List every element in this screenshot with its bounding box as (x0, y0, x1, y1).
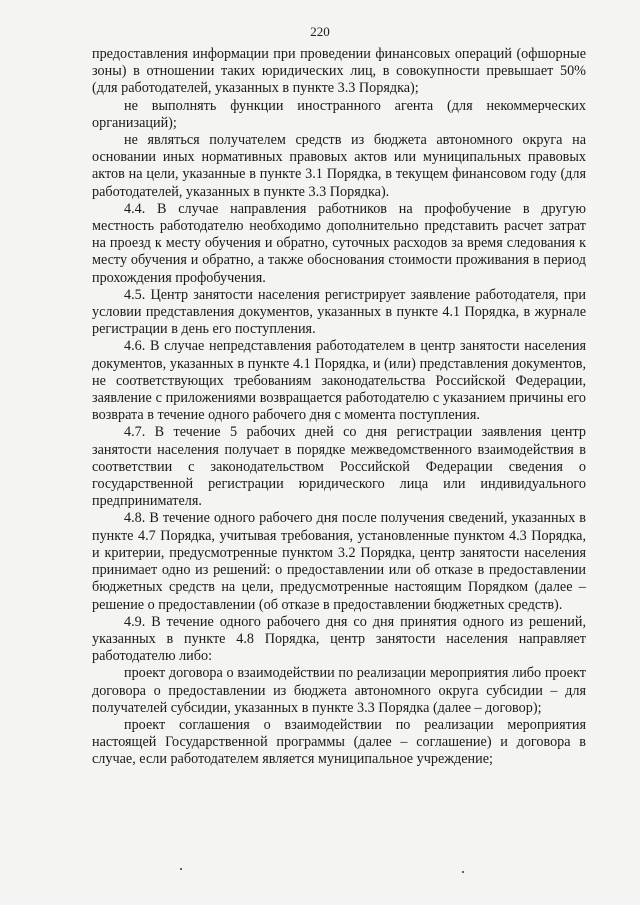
paragraph-contract-draft: проект договора о взаимодействии по реализации мероприятия либо проект договора о предоставлении из бюджета автономного округа субсидии – для получателей субсидии, указанных в пункте 3.3 Порядка (далее – договор); (92, 665, 586, 716)
paragraph-4-8: 4.8. В течение одного рабочего дня после получения сведений, указанных в пункте 4.7 Порядка, учитывая требования, установленные пунктом 4.3 Порядка, и критерии, предусмотренные пунктом 3.2 Порядка, центр занятости населения принимает одно из решений: о предоставлении или об отказе в предоставлении бюджетных средств на цели, предусмотренные настоящим Порядком (далее – решение о предоставлении (об отказе в предоставлении бюджетных средств). (92, 510, 586, 613)
paragraph-budget-funds: не являться получателем средств из бюджета автономного округа на основании иных нормативных правовых актов или муниципальных правовых актов на цели, указанные в пункте 3.1 Порядка, в текущем финансовом году (для работодателей, указанных в пункте 3.3 Порядка). (92, 132, 586, 200)
paragraph-4-4: 4.4. В случае направления работников на профобучение в другую местность работодателю необходимо дополнительно представить расчет затрат на проезд к месту обучения и обратно, суточных расходов за время следования к месту обучения и обратно, а также обоснования стоимости проживания в период прохождения профобучения. (92, 200, 586, 286)
paragraph-4-9: 4.9. В течение одного рабочего дня со дня принятия одного из решений, указанных в пункте 4.8 Порядка, центр занятости населения направляет работодателю либо: (92, 613, 586, 665)
paragraph-4-5: 4.5. Центр занятости населения регистрирует заявление работодателя, при условии представления документов, указанных в пункте 4.1 Порядка, в журнале регистрации в день его поступления. (92, 286, 586, 338)
paragraph-continuation: предоставления информации при проведении финансовых операций (офшорные зоны) в отношении таких юридических лиц, в совокупности превышает 50% (для работодателей, указанных в пункте 3.3 Порядка); (92, 46, 586, 97)
paragraph-foreign-agent: не выполнять функции иностранного агента (для некоммерческих организаций); (92, 97, 586, 131)
paragraph-agreement-draft: проект соглашения о взаимодействии по реализации мероприятия настоящей Государственной программы (далее – соглашение) и договора в случае, если работодателем является муниципальное учреждение; (92, 716, 586, 768)
page-number: 220 (310, 24, 330, 39)
paragraph-4-7: 4.7. В течение 5 рабочих дней со дня регистрации заявления центр занятости населения получает в порядке межведомственного взаимодействия в соответствии с законодательством Российской Федерации сведения о государственной регистрации юридического лица или индивидуального предпринимателя. (92, 424, 586, 510)
scan-speck (462, 871, 464, 873)
scan-speck (180, 868, 182, 870)
paragraph-4-6: 4.6. В случае непредставления работодателем в центр занятости населения документов, указанных в пункте 4.1 Порядка, и (или) представления документов, не соответствующих требованиям законодательства Российской Федерации, заявление с приложениями возвращается работодателю с указанием причины его возврата в течение одного рабочего дня с момента поступления. (92, 338, 586, 424)
document-body (92, 46, 586, 769)
